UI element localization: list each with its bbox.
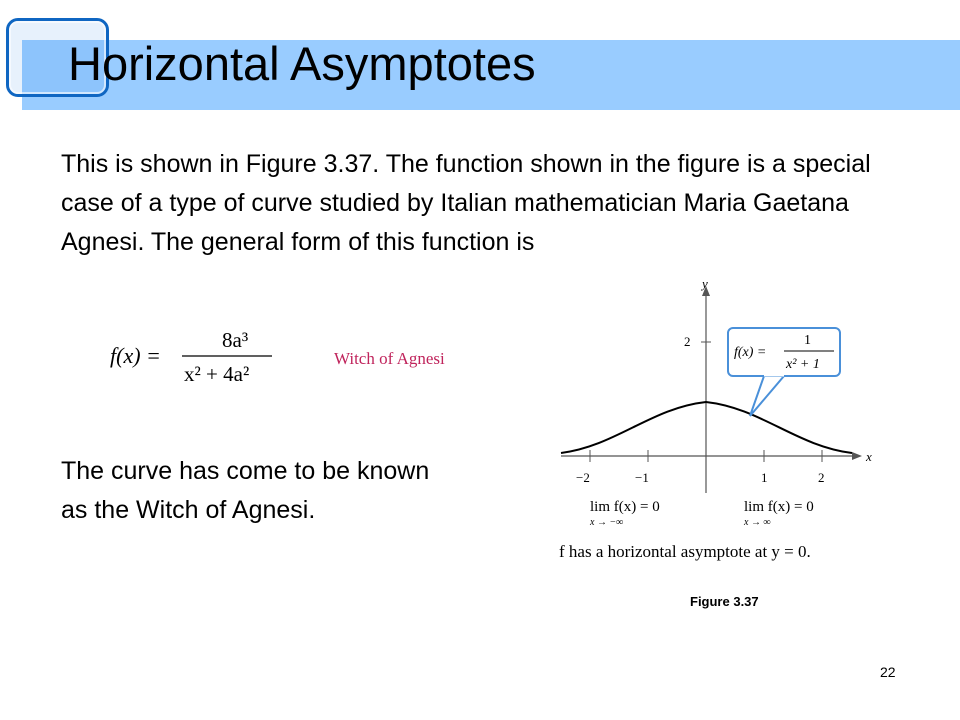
graph-caption: f has a horizontal asymptote at y = 0. [559, 542, 811, 561]
callout-pointer [750, 376, 784, 416]
formula-name: Witch of Agnesi [334, 349, 445, 368]
formula-denominator: x² + 4a² [184, 362, 250, 386]
x-axis-label: x [866, 449, 872, 464]
page-number: 22 [880, 664, 896, 680]
slide-title: Horizontal Asymptotes [68, 37, 536, 90]
x-axis-arrow [852, 452, 862, 460]
x-tick-label-neg1: −1 [635, 470, 649, 485]
curve-note: The curve has come to be known as the Witch of Agnesi. [61, 457, 430, 524]
y-tick-label: 2 [684, 334, 691, 349]
x-tick-label-2: 2 [818, 470, 825, 485]
agnesi-formula [106, 325, 478, 387]
callout-denominator: x² + 1 [786, 357, 820, 372]
limit-left-sub: x → −∞ [590, 517, 624, 528]
callout-lhs: f(x) = [734, 345, 767, 360]
callout-numerator: 1 [804, 333, 811, 348]
limit-left: lim f(x) = 0 [590, 499, 660, 515]
body-paragraph: This is shown in Figure 3.37. The function shown in the figure is a special case of a type of curve studied by Italian mathematician Maria Gaetana Agnesi. The general form of this function is [61, 150, 871, 256]
formula-lhs: f(x) = [110, 343, 161, 368]
figure-3-37-graph [556, 278, 886, 568]
x-tick-label-neg2: −2 [576, 470, 590, 485]
formula-numerator: 8a³ [222, 328, 249, 352]
x-tick-label-1: 1 [761, 470, 768, 485]
y-axis-label: y [702, 278, 708, 291]
limit-right-sub: x → ∞ [744, 517, 771, 528]
limit-right: lim f(x) = 0 [744, 499, 814, 515]
figure-label: Figure 3.37 [690, 594, 759, 609]
